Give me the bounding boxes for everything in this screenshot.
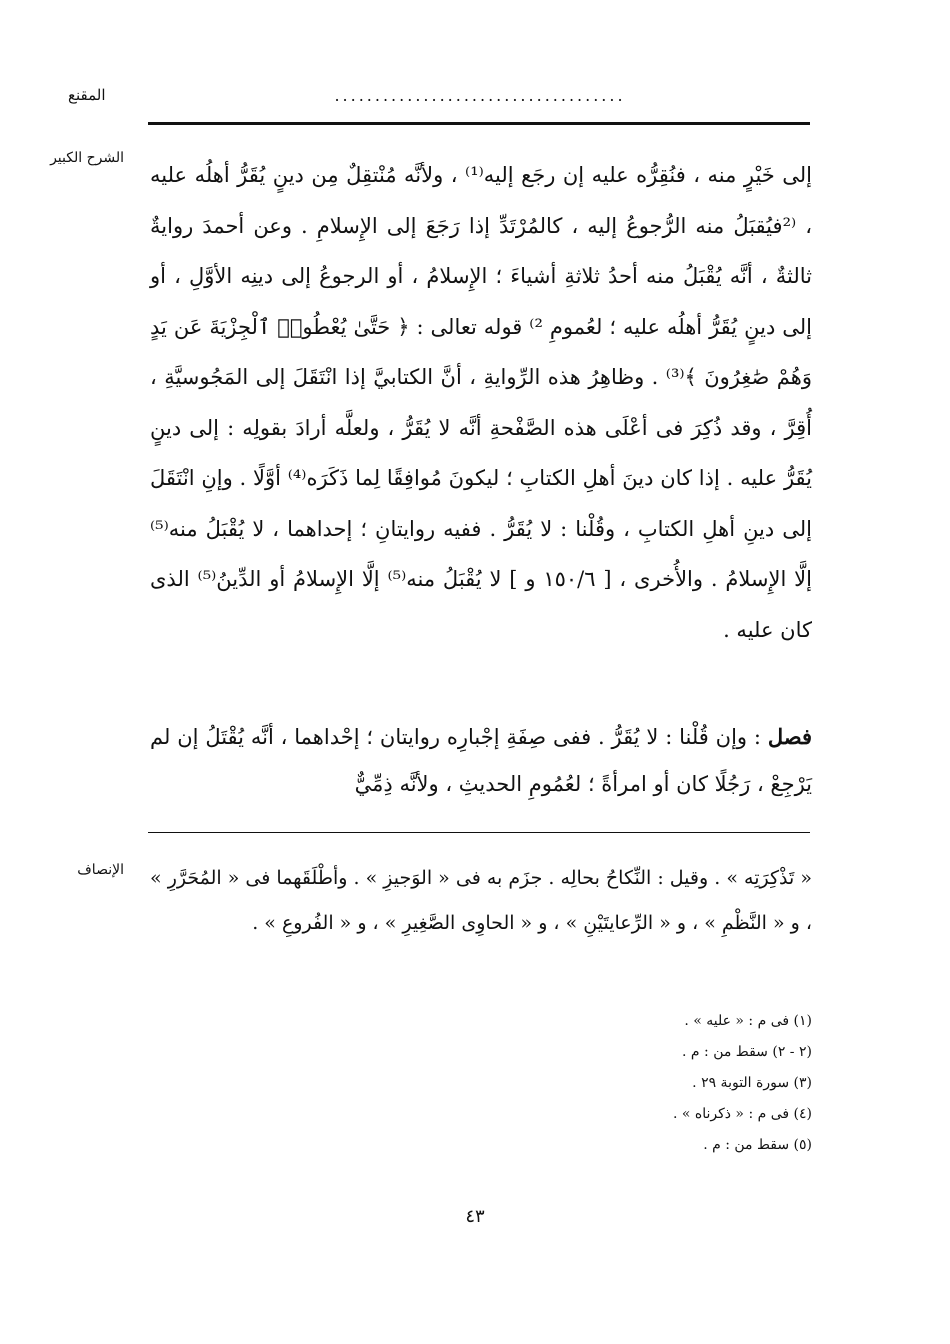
margin-label-insaf: الإنصاف (77, 862, 124, 878)
fasl-section (150, 713, 812, 808)
footnote-2: (٢ - ٢) سقط من : م . (682, 1044, 812, 1060)
margin-label-sharh: الشرح الكبير (50, 150, 124, 166)
sharh-body (150, 150, 812, 655)
fasl-paragraph (150, 713, 812, 808)
insaf-paragraph: « تَذْكِرَتِه » . وقيل : النِّكاحُ بحالِه . جزَم به فى « الوَجيزِ » . وأطْلَقَهما فى « المُحَرَّرِ » ، و « النَّظْمِ » ، و « الرِّعايتَيْنِ » ، و « الحاوِى الصَّغِيرِ » ، و « الفُروعِ » . (150, 867, 812, 934)
sharh-paragraph: إلى خَيْرٍ منه ، فنُقِرُّه عليه إن رجَع إليه⁽¹⁾ ، ولأنَّه مُنْتقِلٌ مِن دينٍ يُقَرُّ أهلُه عليه ، ⁽²فيُقبَلُ منه الرُّجوعُ إليه ، كالمُرْتَدِّ إذا رَجَعَ إلى الإِسلامِ . وعن أحمدَ روايةٌ ثالثةٌ ، أنَّه يُقْبَلُ منه أحدُ ثلاثةِ أشياءَ ؛ الإِسلامُ ، أو الرجوعُ إلى دينِه الأوَّلِ ، أو إلى دينٍ يُقَرُّ أهلُه عليه ؛ لعُمومِ ²⁾ قوله تعالى : ﴿ حَتَّىٰ يُعْطُوا۟ ٱلْجِزْيَةَ عَن يَدٍ وَهُمْ صَٰغِرُونَ ﴾⁽³⁾ . وظاهِرُ هذه الرِّوايةِ ، أنَّ الكتابيَّ إذا انْتَقَلَ إلى المَجُوسيَّةِ ، أُقِرَّ ، وقد ذُكِرَ فى أعْلَى هذه الصَّفْحةِ أنَّه لا يُقَرُّ ، ولعلَّه أرادَ بقولِه : إلى دينٍ يُقَرُّ عليه . إذا كان دينَ أهلِ الكتابِ ؛ ليكونَ مُوافِقًا لِما ذَكَرَه⁽⁴⁾ أوَّلًا . وإنِ انْتَقَلَ إلى دينِ أهلِ الكتابِ ، وقُلْنا : لا يُقَرُّ . ففيه روايتانِ ؛ إحداهما ، لا يُقْبَلُ منه⁽⁵⁾ إلَّا الإِسلامُ . والأُخرى ، [ ١٥٠/٦ و ] لا يُقْبَلُ منه⁽⁵⁾ إلَّا الإِسلامُ أو الدِّينُ⁽⁵⁾ الذى كان عليه . (150, 163, 812, 642)
header-rule (148, 122, 810, 125)
fasl-heading: فصل (767, 724, 812, 749)
page-number: ٤٣ (465, 1206, 485, 1227)
footnote-5: (٥) سقط من : م . (703, 1137, 812, 1153)
footnotes (400, 1006, 812, 1161)
footnote-4: (٤) فى م : « ذكرناه » . (672, 1106, 812, 1122)
insaf-body (150, 856, 812, 946)
running-header-dots: .................................... (334, 86, 626, 105)
footnote-1: (١) فى م : « عليه » . (684, 1013, 812, 1029)
running-header-title: المقنع (68, 86, 106, 104)
footnote-3: (٣) سورة التوبة ٢٩ . (692, 1075, 812, 1091)
section-divider (148, 832, 810, 833)
fasl-text: : وإن قُلْنا : لا يُقَرُّ . ففى صِفَةِ إجْبارِه روايتان ؛ إحْداهما ، أنَّه يُقْتَلُ إن لم يَرْجِعْ ، رَجُلًا كان أو امرأةً ؛ لعُمُومِ الحديثِ ، ولأنَّه ذِمِّيٌّ (150, 725, 812, 796)
